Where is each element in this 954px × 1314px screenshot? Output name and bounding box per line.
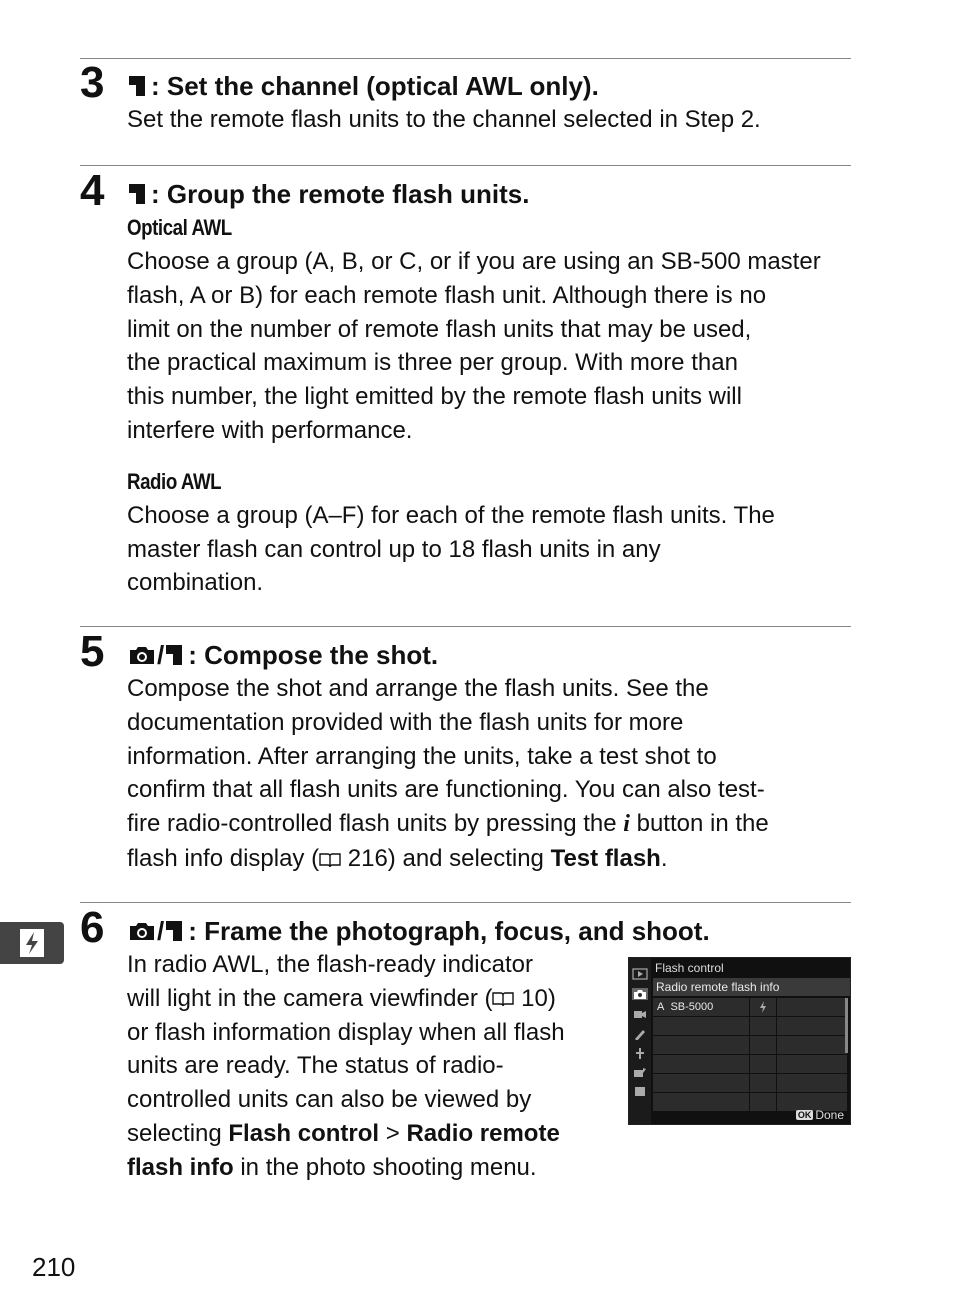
flash-icon [19, 928, 45, 958]
table-row [653, 1074, 850, 1092]
playback-menu-icon [632, 968, 648, 980]
step-body: Compose the shot and arrange the flash units. See the documentation provided with the flash units for more information. After arranging the units, take a test shot to confirm that all flash units are functioning. You can also test- fire radio-controlled flash units by pressing the i button in the flash info display ( 216) and selecting Test flash. [127, 675, 769, 872]
step-number: 4 [80, 166, 105, 215]
camera-icon [127, 919, 157, 943]
remote-flash-table [653, 998, 850, 1112]
custom-settings-icon [632, 1028, 648, 1040]
step-number: 3 [80, 58, 105, 107]
camera-menu-screen [628, 957, 851, 1125]
step-number: 5 [80, 627, 105, 676]
info-button-glyph: i [623, 811, 630, 838]
flash-ready-icon [759, 1001, 767, 1013]
table-row [653, 1017, 850, 1035]
radio-awl-text: Choose a group (A–F) for each of the remote flash units. The master flash can control up to 18 flash units in any combination. [127, 501, 775, 597]
step-number: 6 [80, 903, 105, 952]
divider [80, 165, 851, 166]
table-row [653, 998, 850, 1016]
screen-subtitle: Radio remote flash info [653, 978, 850, 996]
flash-unit-icon [127, 181, 149, 207]
setup-menu-icon [632, 1047, 648, 1059]
done-hint: OK Done [797, 1108, 844, 1122]
table-row [653, 1036, 850, 1054]
flash-unit-icon [164, 642, 186, 668]
step-title: : Set the channel (optical AWL only). [127, 69, 851, 103]
table-row [653, 1055, 850, 1073]
retouch-menu-icon [632, 1066, 648, 1078]
photo-shooting-menu-icon [632, 988, 648, 1000]
optical-awl-text: Choose a group (A, B, or C, or if you are using an SB-500 master flash, A or B) for each remote flash unit. Although there is no limit on the number of remote flash units that may be used, the practical maximum is three per group. With more than this number, the light emitted by the remote flash units will interfere with performance. [127, 248, 821, 444]
step-4 [80, 166, 851, 600]
flash-unit-icon [164, 918, 186, 944]
divider-top [80, 58, 851, 59]
flash-model: SB-5000 [670, 1001, 714, 1013]
movie-shooting-menu-icon [632, 1008, 648, 1020]
step-body: In radio AWL, the flash-ready indicator will light in the camera viewfinder ( 10) or flash information display when all flash units are ready. The status of radio- controlled units can also be viewed by selecting Flash control > Radio remote flash info in the photo shooting menu. [127, 951, 565, 1181]
step-title: : Group the remote flash units. [127, 177, 851, 211]
book-reference-icon [319, 851, 341, 869]
group-label: A [657, 1001, 665, 1013]
step-5 [80, 627, 851, 876]
step-title: / : Frame the photograph, focus, and shoot. [127, 914, 851, 948]
flash-unit-icon [127, 73, 149, 99]
screen-title: Flash control [655, 961, 724, 975]
page-number: 210 [32, 1252, 76, 1282]
ok-button-icon: OK [797, 1110, 812, 1120]
book-reference-icon [492, 990, 514, 1008]
menu-sidebar [629, 958, 651, 1125]
scrollbar [845, 998, 848, 1053]
step-title: / : Compose the shot. [127, 638, 851, 672]
camera-icon [127, 643, 157, 667]
divider [80, 902, 851, 903]
flash-chapter-tab [0, 922, 64, 964]
step-3 [80, 58, 851, 137]
divider [80, 626, 851, 627]
step-body: Set the remote flash units to the channel selected in Step 2. [127, 106, 761, 133]
subheading-optical-awl: Optical AWL [127, 215, 232, 240]
my-menu-icon [632, 1085, 648, 1097]
subheading-radio-awl: Radio AWL [127, 468, 222, 494]
